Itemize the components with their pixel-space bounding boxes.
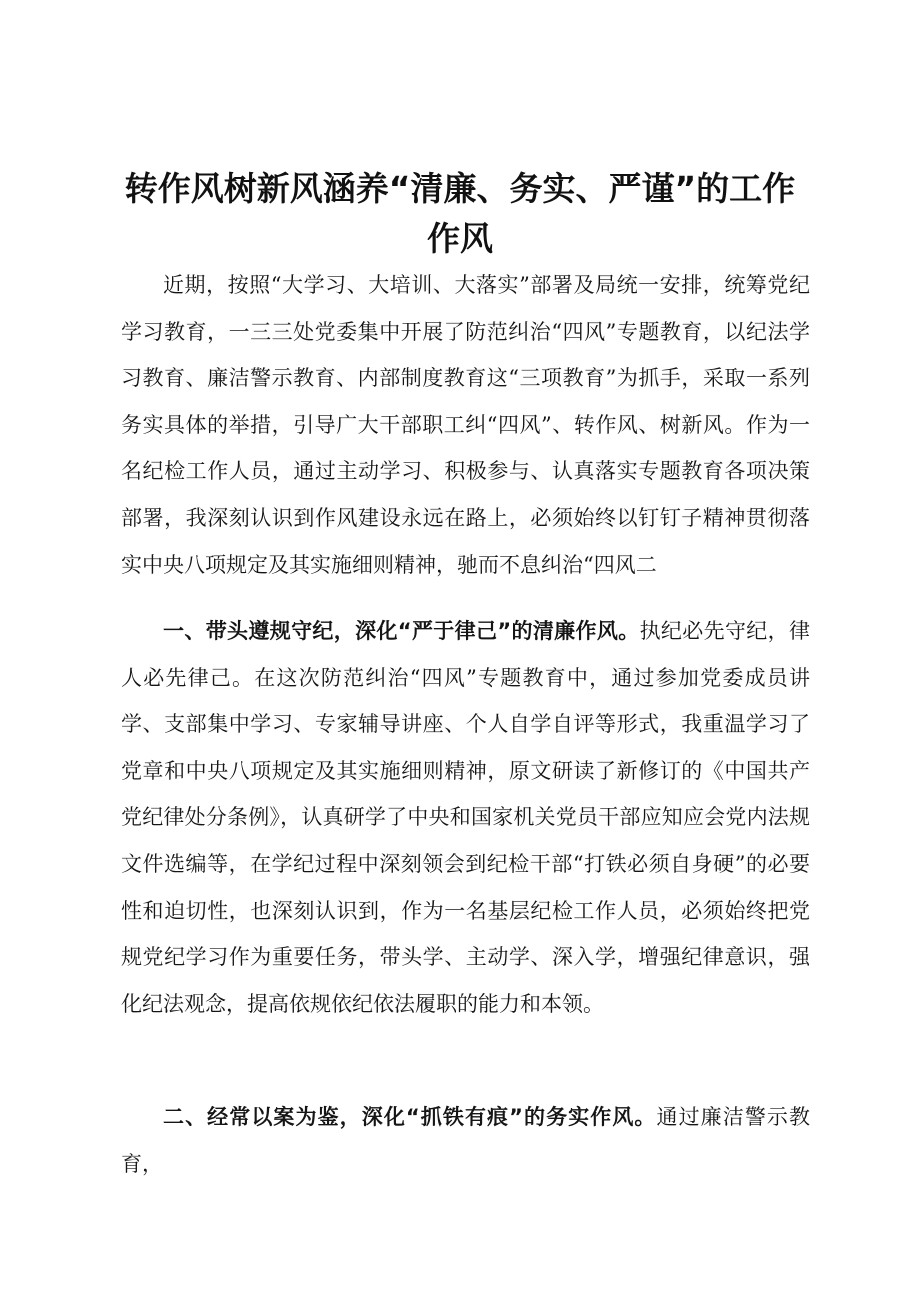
paragraph-section-one bbox=[121, 608, 810, 1027]
section-two-heading: 二、经常以案为鉴，深化“抓铁有痕”的务实作风。 bbox=[163, 1105, 657, 1129]
paragraph-intro bbox=[121, 262, 810, 588]
document-title: 转作风树新风涵养“清廉、务实、严谨”的工作作风 bbox=[124, 169, 796, 258]
paragraph-intro-text: 近期，按照“大学习、大培训、大落实”部署及局统一安排，统筹党纪学习教育，一三三处党委集中开展了防范纠治“四风”专题教育，以纪法学习教育、廉洁警示教育、内部制度教育这“三项教育”为抓手，采取一系列务实具体的举措，引导广大干部职工纠“四风”、转作风、树新风。作为一名纪检工作人员，通过主动学习、积极参与、认真落实专题教育各项决策部署，我深刻认识到作风建设永远在路上，必须始终以钉钉子精神贯彻落实中央八项规定及其实施细则精神，驰而不息纠治“四风二 bbox=[121, 273, 810, 577]
paragraph-section-two bbox=[121, 1094, 810, 1187]
section-one-text: 执纪必先守纪，律人必先律己。在这次防范纠治“四风”专题教育中，通过参加党委成员讲学、支部集中学习、专家辅导讲座、个人自学自评等形式，我重温学习了党章和中央八项规定及其实施细则精神，原文研读了新修订的《中国共产党纪律处分条例》，认真研学了中央和国家机关党员干部应知应会党内法规文件选编等，在学纪过程中深刻领会到纪检干部“打铁必须自身硬”的必要性和迫切性，也深刻认识到，作为一名基层纪检工作人员，必须始终把党规党纪学习作为重要任务，带头学、主动学、深入学，增强纪律意识，强化纪法观念，提高依规依纪依法履职的能力和本领。 bbox=[121, 619, 811, 1016]
section-two-text: 通过廉洁警示教育， bbox=[121, 1105, 810, 1176]
section-one-heading: 一、带头遵规守纪，深化“严于律己”的清廉作风。 bbox=[163, 619, 640, 643]
